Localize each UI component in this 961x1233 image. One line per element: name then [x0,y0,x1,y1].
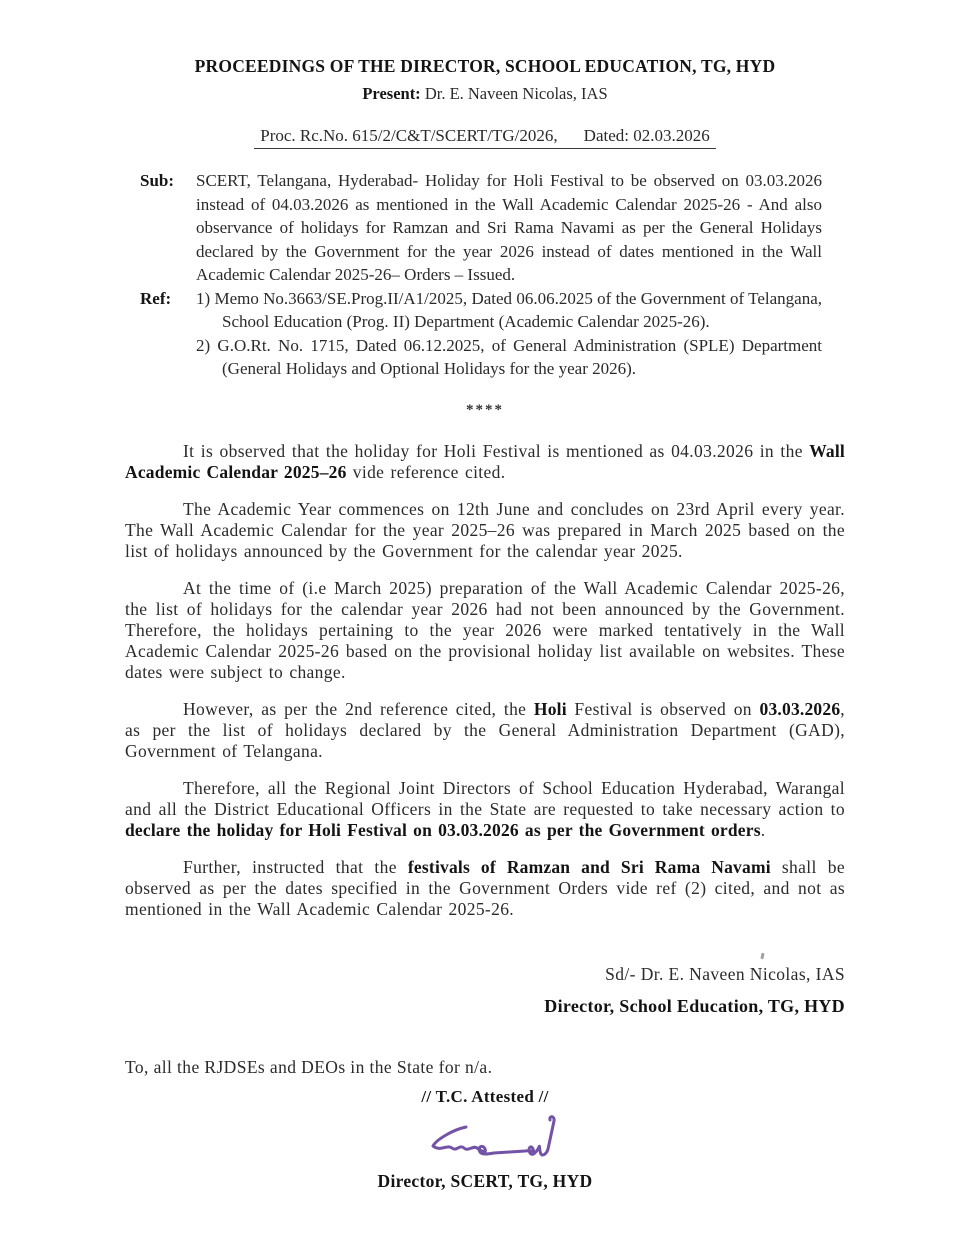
paragraph: Therefore, all the Regional Joint Directors of School Education Hyderabad, Warangal and all the District Educational Officers in the State are requested to take necessary action to declare the holiday for Holi Festival on 03.03.2026 as per the Government orders. [125,777,845,840]
signature-block [125,964,845,1017]
scert-director-designation: Director, SCERT, TG, HYD [377,1170,593,1191]
paragraph: It is observed that the holiday for Holi Festival is mentioned as 04.03.2026 in the Wall Academic Calendar 2025–26 vide reference cited. [125,440,845,482]
subject-row [140,169,822,287]
reference-item: 1) Memo No.3663/SE.Prog.II/A1/2025, Dated 06.06.2025 of the Government of Telangana, School Education (Prog. II) Department (Academic Calendar 2025-26). [196,288,822,331]
sd-line: Sd/- Dr. E. Naveen Nicolas, IAS [605,963,845,984]
proc-number: Proc. Rc.No. 615/2/C&T/SCERT/TG/2026, [260,126,558,145]
reference-list [196,287,822,381]
tc-attested-line: // T.C. Attested // [421,1086,549,1106]
reference-label: Ref: [140,288,172,308]
body-text [125,441,845,920]
subject-label: Sub: [140,171,175,190]
present-line [125,84,845,104]
subject-text: SCERT, Telangana, Hyderabad- Holiday for Holi Festival to be observed on 03.03.2026 instead of 04.03.2026 as mentioned in the Wall Academic Calendar 2025-26 - And also observance of holidays for Ramzan and Sri Rama Navami as per the General Holidays declared by the Government for the year 2026 instead of dates mentioned in the Wall Academic Calendar 2025-26– Orders – Issued. [196,171,822,284]
paragraph: The Academic Year commences on 12th June and concludes on 23rd April every year. The Wall Academic Calendar for the year 2025–26 was prepared in March 2025 based on the list of holidays announced by the Government for the calendar year 2025. [125,498,845,561]
handwritten-signature-icon [426,1109,574,1169]
attestation-signature [125,1109,845,1171]
present-label: Present: [362,84,421,103]
proc-reference-line [254,126,716,149]
paragraph: At the time of (i.e March 2025) preparation of the Wall Academic Calendar 2025-26, the list of holidays for the calendar year 2026 had not been announced by the Government. Therefore, the holidays pertaining to the year 2026 were marked tentatively in the Wall Academic Calendar 2025-26 based on the provisional holiday list available on websites. These dates were subject to change. [125,577,845,682]
reference-row [140,287,822,381]
director-designation: Director, School Education, TG, HYD [544,995,845,1016]
asterisk-separator: **** [466,401,504,418]
proc-dated: Dated: 02.03.2026 [583,126,710,145]
addressee-line: To, all the RJDSEs and DEOs in the State for n/a. [125,1056,493,1077]
document-title: PROCEEDINGS OF THE DIRECTOR, SCHOOL EDUCATION, TG, HYD [194,56,776,76]
proc-reference-row [125,126,845,149]
present-value: Dr. E. Naveen Nicolas, IAS [420,84,608,103]
paragraph: However, as per the 2nd reference cited, the Holi Festival is observed on 03.03.2026, as per the list of holidays declared by the General Administration Department (GAD), Government of Telangana. [125,698,845,761]
paragraph: Further, instructed that the festivals of Ramzan and Sri Rama Navami shall be observed as per the dates specified in the Government Orders vide ref (2) cited, and not as mentioned in the Wall Academic Calendar 2025-26. [125,856,845,919]
sub-ref-section [140,169,822,381]
reference-item: 2) G.O.Rt. No. 1715, Dated 06.12.2025, of General Administration (SPLE) Department (General Holidays and Optional Holidays for the year 2026). [196,335,822,378]
